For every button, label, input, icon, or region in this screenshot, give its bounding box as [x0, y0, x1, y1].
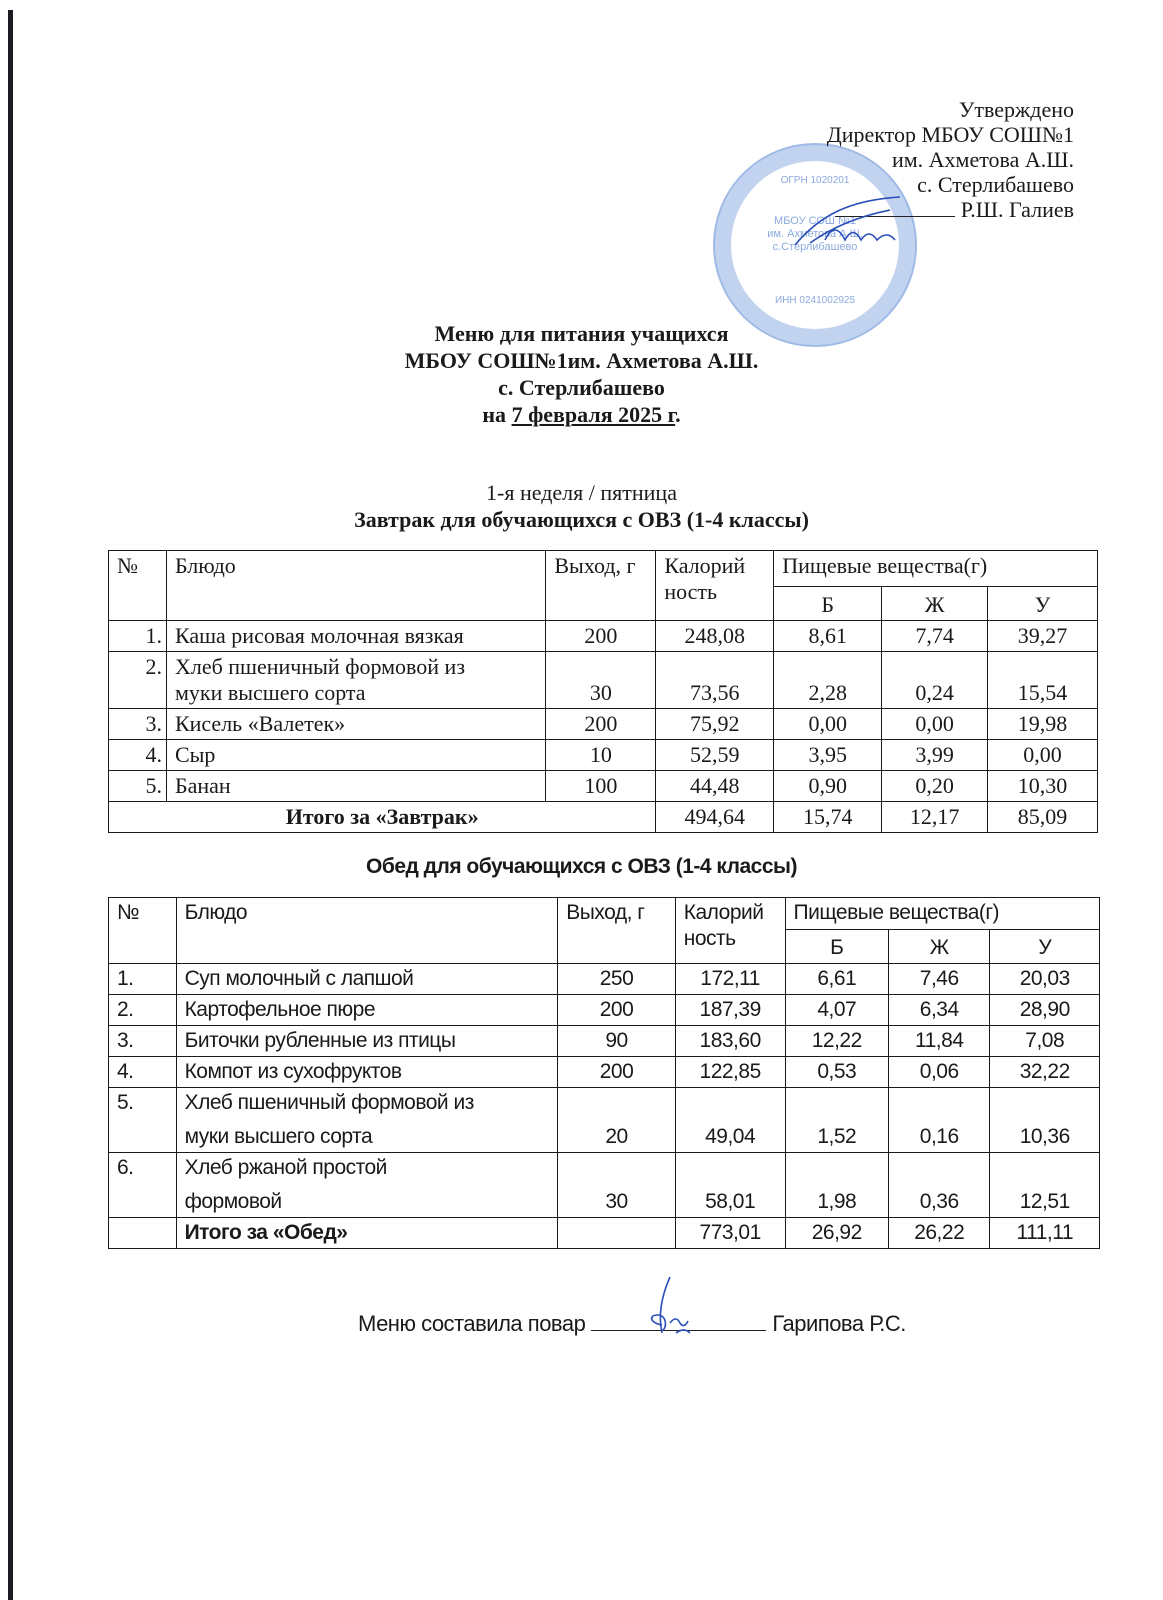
header-num: №: [109, 551, 167, 621]
row-protein: 3,95: [774, 740, 882, 771]
row-yield: 100: [546, 771, 656, 802]
document-title: [0, 320, 1163, 428]
total-row: [109, 802, 1098, 833]
approval-label: Утверждено: [958, 97, 1074, 122]
table-row: [109, 740, 1098, 771]
menu-date: 7 февраля 2025 г: [511, 402, 676, 427]
stamp-ring-top: ОГРН 1020201: [780, 175, 850, 186]
row-fat: 7,46: [889, 964, 990, 995]
header-carbs: У: [990, 930, 1100, 964]
row-yield: 10: [546, 740, 656, 771]
row-dish: [176, 1088, 558, 1153]
row-dish: Суп молочный с лапшой: [176, 964, 558, 995]
row-dish: [166, 652, 545, 709]
signature-line: [591, 1310, 766, 1331]
row-calories: 172,11: [675, 964, 785, 995]
header-yield: Выход, г: [546, 551, 656, 621]
row-carbs: 7,08: [990, 1026, 1100, 1057]
row-num: 4.: [109, 1057, 177, 1088]
total-empty-cell: [109, 1218, 177, 1249]
header-dish: Блюдо: [176, 898, 558, 964]
header-num: №: [109, 898, 177, 964]
row-dish: Компот из сухофруктов: [176, 1057, 558, 1088]
total-label: Итого за «Обед»: [176, 1218, 558, 1249]
header-nutrients: Пищевые вещества(г): [785, 898, 1099, 930]
row-yield: 30: [558, 1153, 675, 1218]
row-yield: 200: [546, 709, 656, 740]
row-yield: 30: [546, 652, 656, 709]
row-calories: 248,08: [656, 621, 774, 652]
row-carbs: 12,51: [990, 1153, 1100, 1218]
stamp-line: МБОУ СОШ №1: [774, 215, 856, 227]
row-num: 5.: [109, 1088, 177, 1153]
stamp-line: им. Ахметова А.Ш.: [767, 228, 863, 240]
row-calories: 44,48: [656, 771, 774, 802]
header-calories: [656, 551, 774, 621]
row-fat: 0,24: [882, 652, 988, 709]
approval-school-name: им. Ахметова А.Ш.: [891, 147, 1074, 172]
table-row: [109, 709, 1098, 740]
table-row: [109, 1153, 1100, 1218]
approval-block: [827, 97, 1074, 222]
row-dish: [176, 1153, 558, 1218]
row-dish: Сыр: [166, 740, 545, 771]
total-calories: 494,64: [656, 802, 774, 833]
header-calories-l1: Калорий: [683, 901, 764, 924]
row-protein: 6,61: [785, 964, 888, 995]
row-calories: 49,04: [675, 1088, 785, 1153]
cook-name: Гарипова Р.С.: [772, 1311, 906, 1336]
row-dish-l2: муки высшего сорта: [174, 680, 366, 705]
row-num: 3.: [109, 1026, 177, 1057]
row-carbs: 15,54: [988, 652, 1098, 709]
row-num: 1.: [109, 964, 177, 995]
row-carbs: 10,36: [990, 1088, 1100, 1153]
row-num: 2.: [109, 652, 167, 709]
table-row: [109, 995, 1100, 1026]
table-row: [109, 771, 1098, 802]
header-calories: [675, 898, 785, 964]
row-num: 2.: [109, 995, 177, 1026]
table-row: [109, 964, 1100, 995]
row-calories: 58,01: [675, 1153, 785, 1218]
row-fat: 0,16: [889, 1088, 990, 1153]
table-row: [109, 1057, 1100, 1088]
row-fat: 7,74: [882, 621, 988, 652]
row-yield: 200: [558, 995, 675, 1026]
total-carbs: 111,11: [990, 1218, 1100, 1249]
row-protein: 8,61: [774, 621, 882, 652]
row-fat: 3,99: [882, 740, 988, 771]
approval-signer-line: [827, 197, 1074, 222]
title-date-line: [0, 401, 1163, 428]
header-calories-l1: Калорий: [664, 553, 746, 578]
row-num: 3.: [109, 709, 167, 740]
footer-prefix: Меню составила повар: [358, 1311, 586, 1336]
signature-line: [835, 198, 955, 217]
breakfast-title: Завтрак для обучающихся с ОВЗ (1-4 классы): [354, 507, 809, 532]
title-village: с. Стерлибашево: [498, 375, 665, 400]
row-calories: 187,39: [675, 995, 785, 1026]
total-carbs: 85,09: [988, 802, 1098, 833]
row-dish-l2: формовой: [184, 1190, 282, 1213]
row-dish-l1: Хлеб пшеничный формовой из: [184, 1091, 474, 1114]
row-dish: Картофельное пюре: [176, 995, 558, 1026]
lunch-title: Обед для обучающихся с ОВЗ (1-4 классы): [366, 855, 797, 878]
header-dish: Блюдо: [166, 551, 545, 621]
total-protein: 26,92: [785, 1218, 888, 1249]
title-line: Меню для питания учащихся: [434, 321, 729, 346]
row-carbs: 19,98: [988, 709, 1098, 740]
row-yield: 250: [558, 964, 675, 995]
header-calories-l2: ность: [664, 579, 718, 604]
row-yield: 90: [558, 1026, 675, 1057]
row-carbs: 39,27: [988, 621, 1098, 652]
total-calories: 773,01: [675, 1218, 785, 1249]
row-yield: 200: [546, 621, 656, 652]
footer-signature: [358, 1310, 906, 1337]
header-carbs: У: [988, 587, 1098, 621]
row-fat: 0,06: [889, 1057, 990, 1088]
row-dish-l2: муки высшего сорта: [184, 1125, 373, 1148]
row-fat: 0,36: [889, 1153, 990, 1218]
row-dish-l1: Хлеб ржаной простой: [184, 1156, 387, 1179]
total-protein: 15,74: [774, 802, 882, 833]
row-protein: 0,90: [774, 771, 882, 802]
stamp-line: с.Стерлибашево: [772, 241, 858, 253]
row-protein: 0,53: [785, 1057, 888, 1088]
row-protein: 2,28: [774, 652, 882, 709]
row-carbs: 32,22: [990, 1057, 1100, 1088]
row-protein: 12,22: [785, 1026, 888, 1057]
breakfast-table: [108, 550, 1098, 833]
row-calories: 75,92: [656, 709, 774, 740]
approval-signer: Р.Ш. Галиев: [960, 197, 1074, 222]
total-fat: 12,17: [882, 802, 988, 833]
row-fat: 6,34: [889, 995, 990, 1026]
row-calories: 52,59: [656, 740, 774, 771]
row-fat: 0,20: [882, 771, 988, 802]
title-school: МБОУ СОШ№1им. Ахметова А.Ш.: [404, 348, 759, 373]
row-fat: 11,84: [889, 1026, 990, 1057]
total-label: Итого за «Завтрак»: [109, 802, 656, 833]
table-row: [109, 621, 1098, 652]
row-protein: 0,00: [774, 709, 882, 740]
row-calories: 73,56: [656, 652, 774, 709]
header-yield: Выход, г: [558, 898, 675, 964]
stamp-ring-bottom: ИНН 0241002925: [774, 295, 856, 306]
week-day-label: 1-я неделя / пятница: [486, 480, 677, 505]
header-fat: Ж: [889, 930, 990, 964]
lunch-table: [108, 897, 1100, 1249]
header-calories-l2: ность: [683, 927, 736, 950]
scan-edge: [8, 10, 13, 1600]
row-yield: 200: [558, 1057, 675, 1088]
header-protein: Б: [785, 930, 888, 964]
row-carbs: 28,90: [990, 995, 1100, 1026]
row-carbs: 20,03: [990, 964, 1100, 995]
row-carbs: 0,00: [988, 740, 1098, 771]
table-row: [109, 1088, 1100, 1153]
table-row: [109, 652, 1098, 709]
row-dish-l1: Хлеб пшеничный формовой из: [174, 654, 466, 679]
date-prefix: на: [482, 402, 512, 427]
row-protein: 4,07: [785, 995, 888, 1026]
row-calories: 183,60: [675, 1026, 785, 1057]
row-yield: 20: [558, 1088, 675, 1153]
row-num: 4.: [109, 740, 167, 771]
total-fat: 26,22: [889, 1218, 990, 1249]
row-protein: 1,52: [785, 1088, 888, 1153]
row-dish: Биточки рубленные из птицы: [176, 1026, 558, 1057]
header-protein: Б: [774, 587, 882, 621]
row-dish: Кисель «Валетек»: [166, 709, 545, 740]
total-empty-cell: [558, 1218, 675, 1249]
table-row: [109, 1026, 1100, 1057]
approval-village: с. Стерлибашево: [917, 172, 1074, 197]
row-num: 1.: [109, 621, 167, 652]
header-nutrients: Пищевые вещества(г): [774, 551, 1098, 587]
row-calories: 122,85: [675, 1057, 785, 1088]
row-fat: 0,00: [882, 709, 988, 740]
row-num: 6.: [109, 1153, 177, 1218]
header-fat: Ж: [882, 587, 988, 621]
approval-position: Директор МБОУ СОШ№1: [826, 122, 1074, 147]
date-suffix: .: [675, 402, 681, 427]
row-dish: Каша рисовая молочная вязкая: [166, 621, 545, 652]
row-num: 5.: [109, 771, 167, 802]
total-row: [109, 1218, 1100, 1249]
row-protein: 1,98: [785, 1153, 888, 1218]
row-carbs: 10,30: [988, 771, 1098, 802]
row-dish: Банан: [166, 771, 545, 802]
